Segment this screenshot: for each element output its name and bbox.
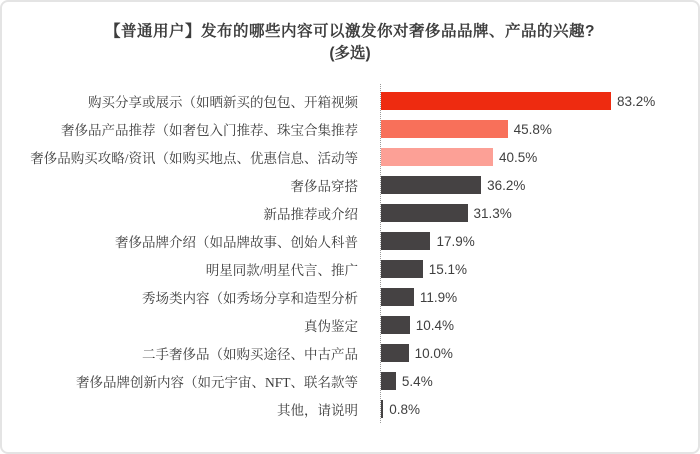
bar-row: [2, 255, 698, 283]
category-label: 真伪鉴定: [304, 319, 358, 334]
value-label: 10.4%: [415, 317, 455, 333]
bar: [381, 204, 468, 222]
bar-row: [2, 115, 698, 143]
chart-title-block: [2, 21, 698, 64]
value-label: 83.2%: [617, 93, 656, 109]
value-label: 11.9%: [419, 289, 458, 305]
category-label: 二手奢侈品（如购买途径、中古产品: [142, 347, 358, 362]
bar-track: [369, 372, 698, 390]
category-label: 奢侈品牌创新内容（如元宇宙、NFT、联名款等: [75, 375, 358, 390]
category-label: 明星同款/明星代言、推广: [205, 263, 358, 278]
bar-track: [369, 176, 698, 194]
bar: [381, 316, 410, 334]
bar: [381, 372, 396, 390]
value-label: 31.3%: [473, 205, 512, 221]
value-label: 40.5%: [498, 149, 538, 165]
bar-row: [2, 227, 698, 255]
chart-subtitle: (多选): [329, 45, 371, 62]
category-label: 秀场类内容（如秀场分享和造型分析: [142, 291, 358, 306]
category-label: 奢侈品购买攻略/资讯（如购买地点、优惠信息、活动等: [30, 151, 358, 166]
bar-track: [369, 260, 698, 278]
bar: [381, 92, 611, 110]
bar-row: [2, 143, 698, 171]
bar-row: [2, 283, 698, 311]
chart-title: 【普通用户】发布的哪些内容可以激发你对奢侈品品牌、产品的兴趣?: [105, 23, 595, 40]
bar: [381, 344, 409, 362]
category-label: 其他，请说明: [277, 403, 358, 418]
value-label: 45.8%: [513, 121, 552, 137]
bar-row: [2, 395, 698, 423]
bar-track: [369, 204, 698, 222]
bar: [381, 288, 414, 306]
bar-track: [369, 148, 698, 166]
bar-track: [369, 316, 698, 334]
category-label: 奢侈品牌介绍（如品牌故事、创始人科普: [115, 235, 358, 250]
value-label: 0.8%: [389, 401, 420, 417]
bar-track: [369, 120, 698, 138]
bar-track: [369, 92, 698, 110]
bar: [381, 400, 383, 418]
bar-row: [2, 311, 698, 339]
value-label: 36.2%: [487, 177, 526, 193]
value-label: 17.9%: [436, 233, 475, 249]
bar-track: [369, 344, 698, 362]
bar: [381, 232, 430, 250]
bar-track: [369, 288, 698, 306]
bar: [381, 148, 493, 166]
bar-chart: [2, 87, 698, 423]
category-label: 新品推荐或介绍: [263, 207, 358, 222]
bar-track: [369, 400, 698, 418]
value-label: 5.4%: [401, 373, 433, 389]
category-label: 奢侈品产品推荐（如奢包入门推荐、珠宝合集推荐: [61, 123, 358, 138]
bar: [381, 176, 481, 194]
bar-row: [2, 367, 698, 395]
category-label: 购买分享或展示（如晒新买的包包、开箱视频: [88, 95, 358, 110]
axis-baseline: [380, 84, 381, 423]
bar-rows: [2, 87, 698, 423]
bar-row: [2, 171, 698, 199]
bar-track: [369, 232, 698, 250]
bar: [381, 120, 508, 138]
value-label: 15.1%: [428, 261, 468, 277]
bar-row: [2, 339, 698, 367]
value-label: 10.0%: [414, 345, 453, 361]
category-label: 奢侈品穿搭: [290, 179, 358, 194]
bar-row: [2, 87, 698, 115]
bar-row: [2, 199, 698, 227]
bar: [381, 260, 423, 278]
